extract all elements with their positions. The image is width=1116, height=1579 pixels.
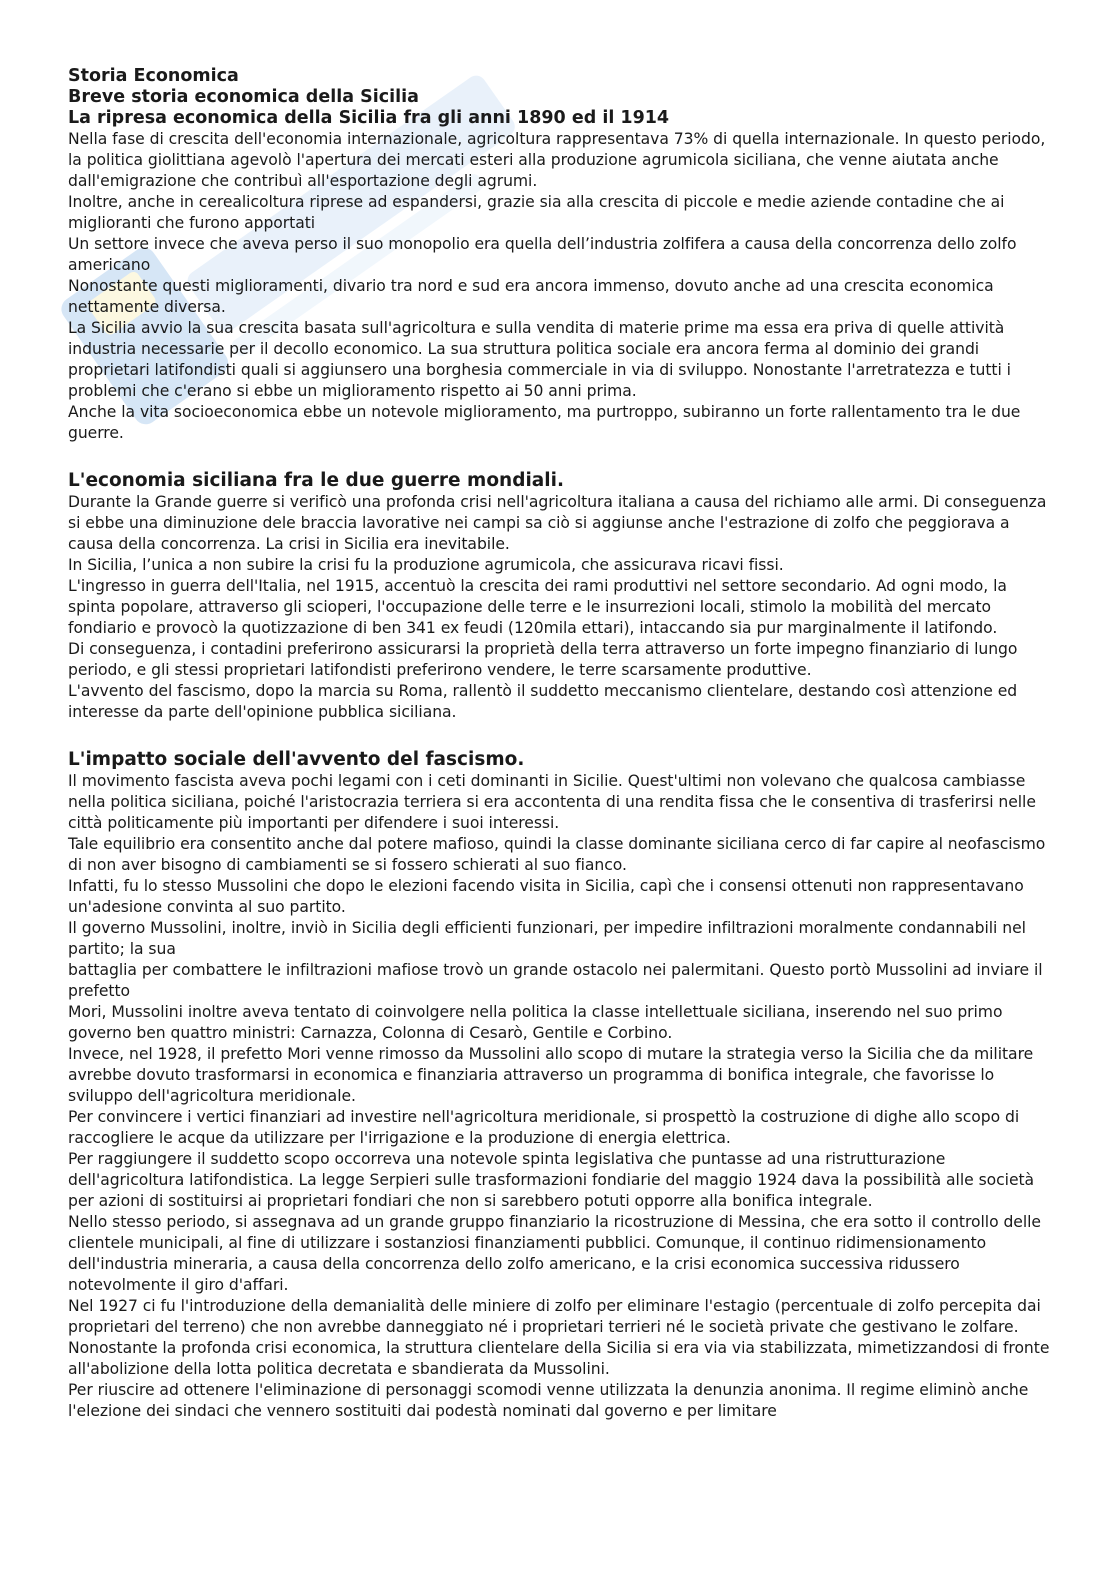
paragraph: Per raggiungere il suddetto scopo occorreva una notevole spinta legislativa che puntasse ad una ristrutturazione dell'agricoltura latifondistica. La legge Serpieri sulle trasformazioni fondiarie del maggio 1924 dava la possibilità alle società per azioni di sostituirsi ai proprietari fondiari che non si sarebbero potuti opporre alla bonifica integrale. xyxy=(68,1150,1035,1210)
paragraph: Mori, Mussolini inoltre aveva tentato di coinvolgere nella politica la classe intellettuale siciliana, inserendo nel suo primo governo ben quattro ministri: Carnazza, Colonna di Cesarò, Gentile e Corbino. xyxy=(68,1003,1003,1042)
paragraph: L'avvento del fascismo, dopo la marcia su Roma, rallentò il suddetto meccanismo clientelare, destando così attenzione ed interesse da parte dell'opinione pubblica siciliana. xyxy=(68,682,1018,721)
document-page xyxy=(68,66,1053,1422)
section-ripresa-economica xyxy=(68,108,1053,444)
section-spacer xyxy=(68,444,1053,469)
paragraph: L'ingresso in guerra dell'Italia, nel 1915, accentuò la crescita dei rami produttivi nel settore secondario. Ad ogni modo, la spinta popolare, attraverso gli scioperi, l'occupazione delle terre e le insurrezioni locali, stimolo la mobilità del mercato fondiario e provocò la quotizzazione di ben 341 ex feudi (120mila ettari), intaccando sia pur marginalmente il latifondo. xyxy=(68,577,1007,637)
paragraph: Nonostante questi miglioramenti, divario tra nord e sud era ancora immenso, dovuto anche ad una crescita economica nettamente diversa. xyxy=(68,277,994,316)
paragraph: Infatti, fu lo stesso Mussolini che dopo le elezioni facendo visita in Sicilia, capì che i consensi ottenuti non rappresentavano un'adesione convinta al suo partito. xyxy=(68,877,1024,916)
paragraph: Durante la Grande guerre si verificò una profonda crisi nell'agricoltura italiana a causa del richiamo alle armi. Di conseguenza si ebbe una diminuzione dele braccia lavorative nei campi sa ciò si aggiunse anche l'estrazione di zolfo che peggiorava a causa della concorrenza. La crisi in Sicilia era inevitabile. xyxy=(68,493,1047,553)
paragraph: Il governo Mussolini, inoltre, inviò in Sicilia degli efficienti funzionari, per impedire infiltrazioni moralmente condannabili nel partito; la sua xyxy=(68,919,1026,958)
paragraph: Di conseguenza, i contadini preferirono assicurarsi la proprietà della terra attraverso un forte impegno finanziario di lungo periodo, e gli stessi proprietari latifondisti preferirono vendere, le terre scarsamente produttive. xyxy=(68,640,1018,679)
paragraph: In Sicilia, l’unica a non subire la crisi fu la produzione agrumicola, che assicurava ricavi fissi. xyxy=(68,556,784,574)
paragraph: Nello stesso periodo, si assegnava ad un grande gruppo finanziario la ricostruzione di Messina, che era sotto il controllo delle clientele municipali, al fine di utilizzare i sostanziosi finanziamenti pubblici. Comunque, il continuo ridimensionamento dell'industria mineraria, a causa della concorrenza dello zolfo americano, e la crisi economica successiva ridussero notevolmente il giro d'affari. xyxy=(68,1213,1041,1294)
paragraph: Inoltre, anche in cerealicoltura riprese ad espandersi, grazie sia alla crescita di piccole e medie aziende contadine che ai miglioranti che furono apportati xyxy=(68,193,1005,232)
paragraph: Nel 1927 ci fu l'introduzione della demanialità delle miniere di zolfo per eliminare l'estagio (percentuale di zolfo percepita dai proprietari del terreno) che non avrebbe danneggiato né i proprietari terrieri né le società private che gestivano le zolfare. xyxy=(68,1297,1041,1336)
section-heading: L'economia siciliana fra le due guerre mondiali. xyxy=(68,470,564,491)
section-heading: La ripresa economica della Sicilia fra gli anni 1890 ed il 1914 xyxy=(68,108,670,128)
paragraph: Tale equilibrio era consentito anche dal potere mafioso, quindi la classe dominante siciliana cerco di far capire al neofascismo di non aver bisogno di cambiamenti se si fossero schierati al suo fianco. xyxy=(68,835,1046,874)
section-impatto-sociale-fascismo xyxy=(68,748,1053,1422)
paragraph: battaglia per combattere le infiltrazioni mafiose trovò un grande ostacolo nei palermitani. Questo portò Mussolini ad inviare il prefetto xyxy=(68,961,1043,1000)
paragraph: Nella fase di crescita dell'economia internazionale, agricoltura rappresentava 73% di quella internazionale. In questo periodo, la politica giolittiana agevolò l'apertura dei mercati esteri alla produzione agrumicola siciliana, che venne aiutata anche dall'emigrazione che contribuì all'esportazione degli agrumi. xyxy=(68,130,1046,190)
document-subtitle: Breve storia economica della Sicilia xyxy=(68,87,419,107)
section-economia-due-guerre xyxy=(68,469,1053,723)
section-heading: L'impatto sociale dell'avvento del fascismo. xyxy=(68,749,525,770)
paragraph: Anche la vita socioeconomica ebbe un notevole miglioramento, ma purtroppo, subiranno un forte rallentamento tra le due guerre. xyxy=(68,403,1021,442)
document-title: Storia Economica xyxy=(68,66,239,86)
paragraph: Nonostante la profonda crisi economica, la struttura clientelare della Sicilia si era via via stabilizzata, mimetizzandosi di fronte all'abolizione della lotta politica decretata e sbandierata da Mussolini. xyxy=(68,1339,1050,1378)
paragraph: Per riuscire ad ottenere l'eliminazione di personaggi scomodi venne utilizzata la denunzia anonima. Il regime eliminò anche l'elezione dei sindaci che vennero sostituiti dai podestà nominati dal governo e per limitare xyxy=(68,1381,1029,1420)
paragraph: Invece, nel 1928, il prefetto Mori venne rimosso da Mussolini allo scopo di mutare la strategia verso la Sicilia che da militare avrebbe dovuto trasformarsi in economica e finanziaria attraverso un programma di bonifica integrale, che favorisse lo sviluppo dell'agricoltura meridionale. xyxy=(68,1045,1034,1105)
section-spacer xyxy=(68,723,1053,748)
paragraph: Per convincere i vertici finanziari ad investire nell'agricoltura meridionale, si prospettò la costruzione di dighe allo scopo di raccogliere le acque da utilizzare per l'irrigazione e la produzione di energia elettrica. xyxy=(68,1108,1020,1147)
paragraph: Il movimento fascista aveva pochi legami con i ceti dominanti in Sicilie. Quest'ultimi non volevano che qualcosa cambiasse nella politica siciliana, poiché l'aristocrazia terriera si era accontenta di una rendita fissa che le consentiva di trasferirsi nelle città politicamente più importanti per difendere i suoi interessi. xyxy=(68,772,1036,832)
paragraph: Un settore invece che aveva perso il suo monopolio era quella dell’industria zolfifera a causa della concorrenza dello zolfo americano xyxy=(68,235,1017,274)
paragraph: La Sicilia avvio la sua crescita basata sull'agricoltura e sulla vendita di materie prime ma essa era priva di quelle attività industria necessarie per il decollo economico. La sua struttura politica sociale era ancora ferma al dominio dei grandi proprietari latifondisti quali si aggiunsero una borghesia commerciale in via di sviluppo. Nonostante l'arretratezza e tutti i problemi che c'erano si ebbe un miglioramento rispetto ai 50 anni prima. xyxy=(68,319,1011,400)
